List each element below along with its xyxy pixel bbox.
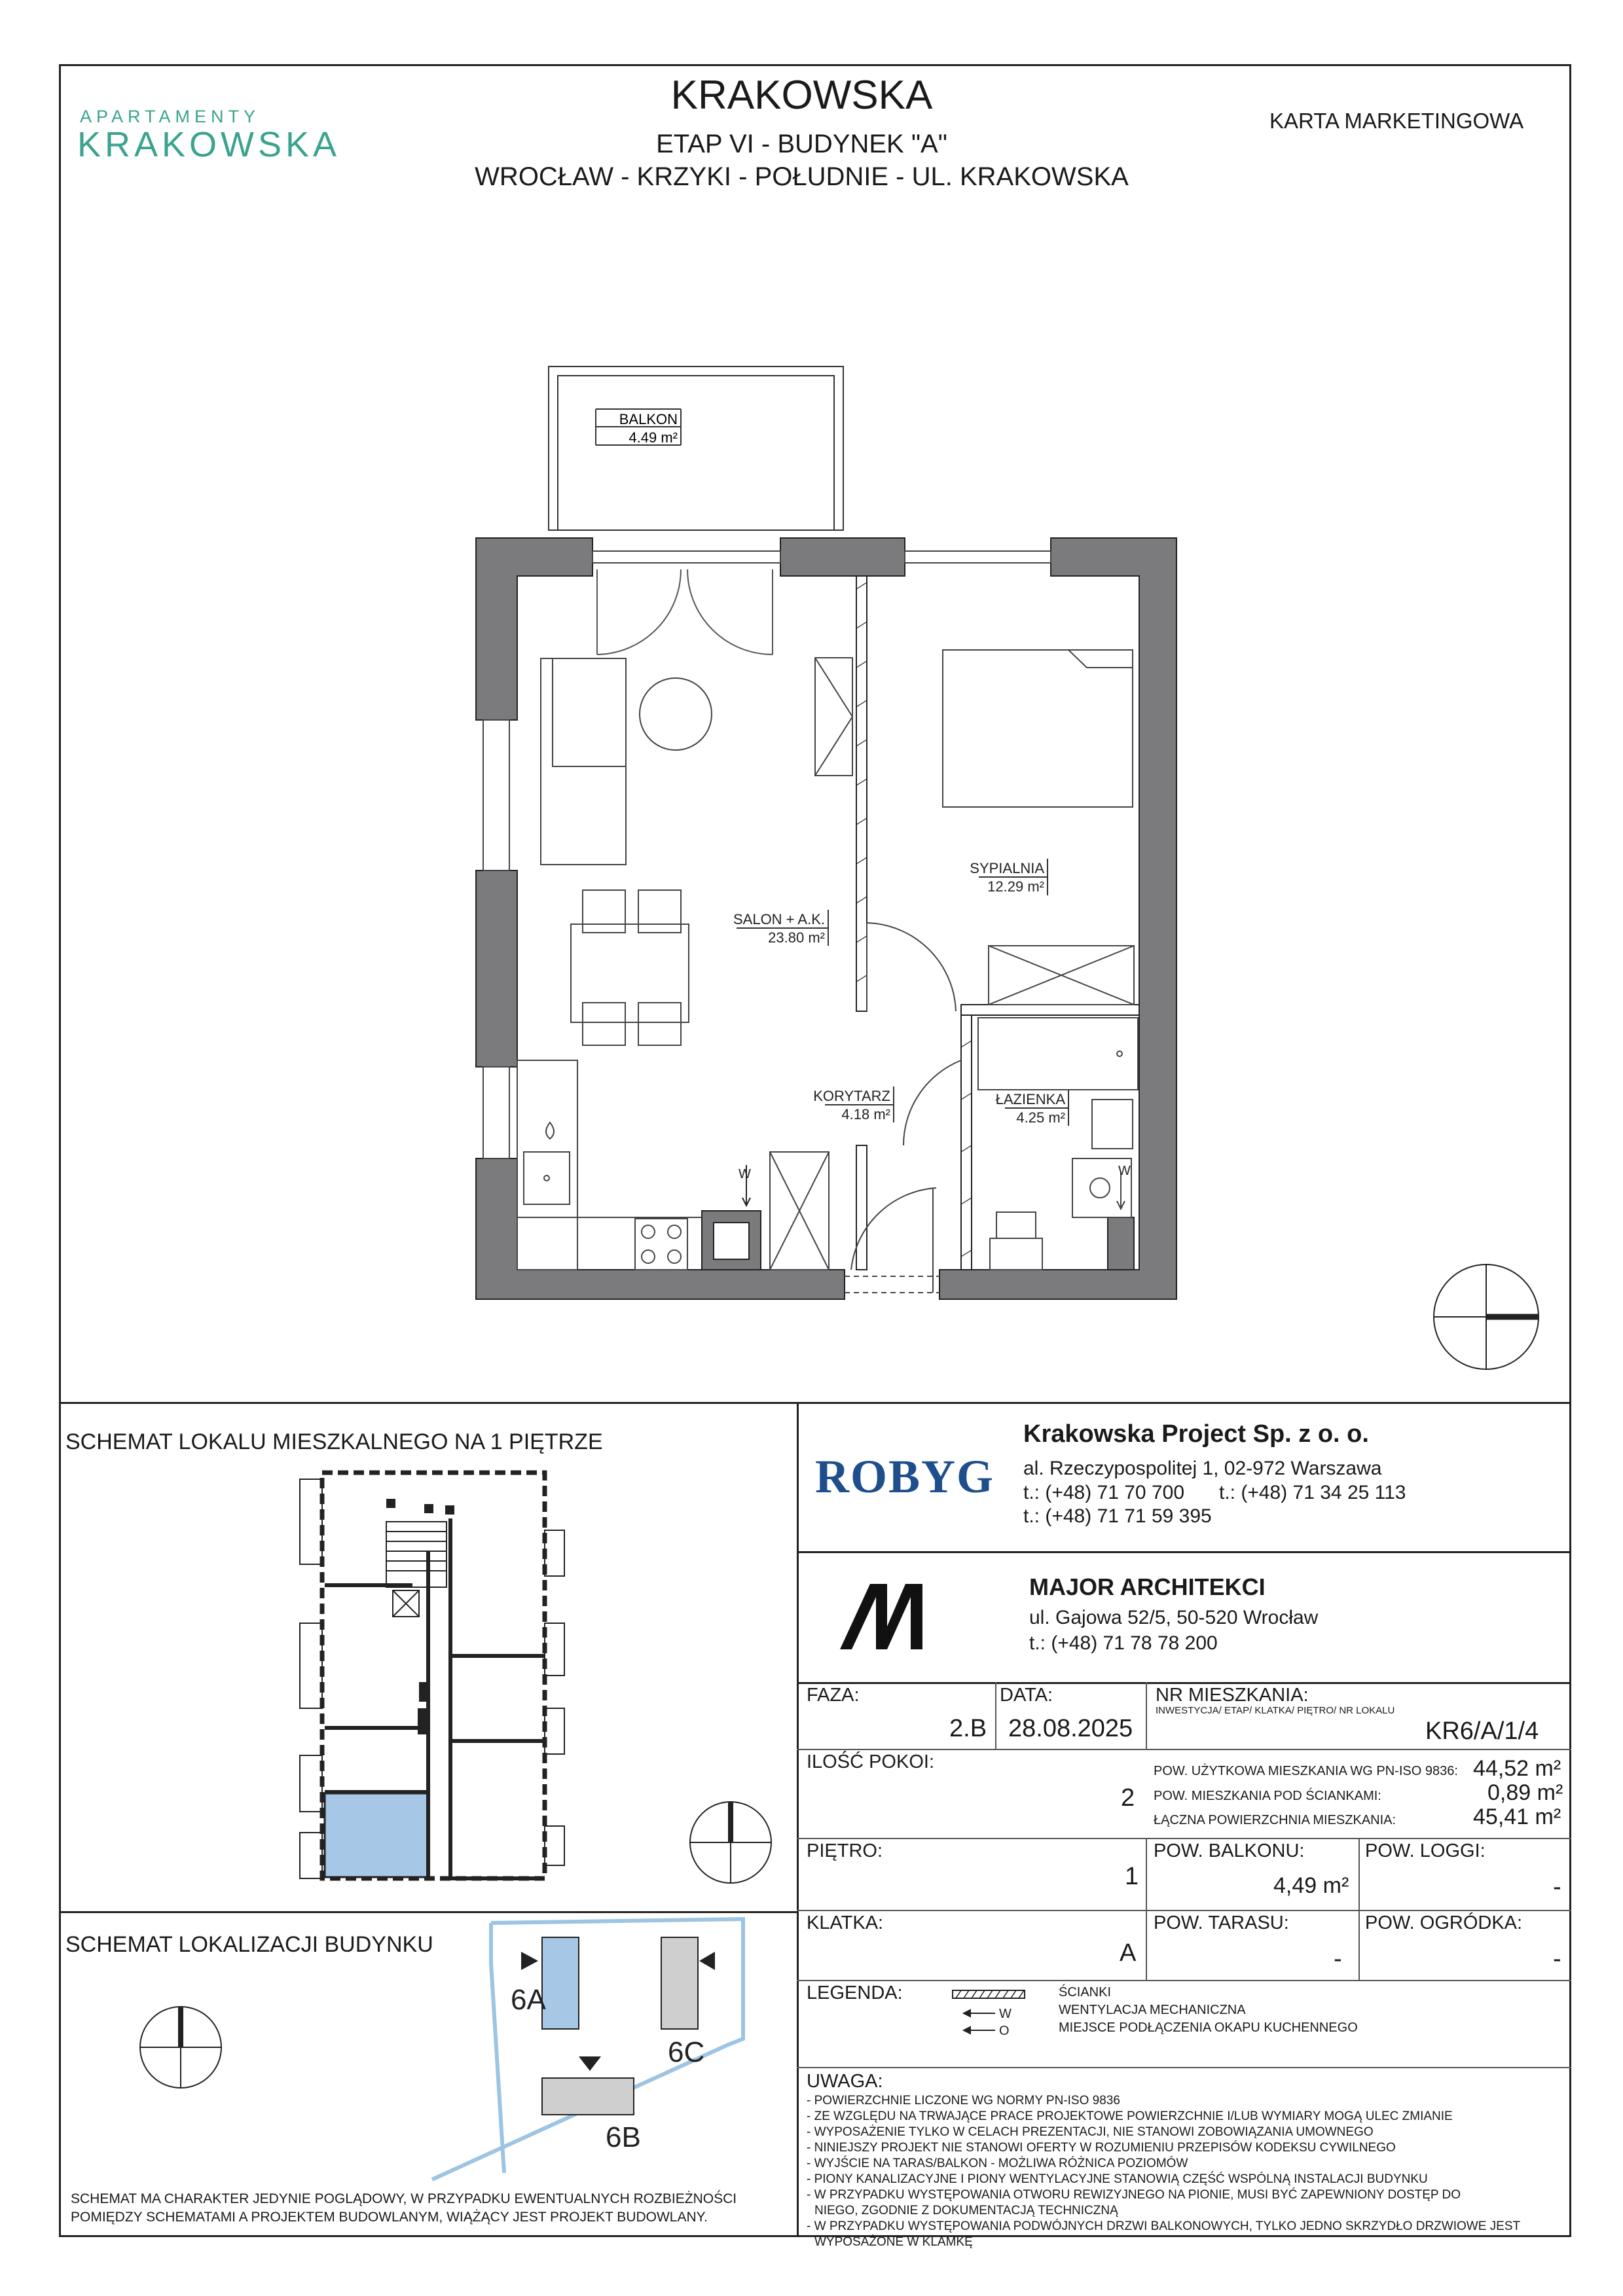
living-furniture — [541, 658, 852, 1045]
logo-top: APARTAMENTY — [80, 107, 261, 126]
ventilation-arrow-icon — [964, 2010, 995, 2034]
developer-phone-2: t.: (+48) 71 34 25 113 — [1219, 1482, 1406, 1503]
floor-schema — [288, 1460, 786, 1905]
architect-address: ul. Gajowa 52/5, 50-520 Wrocław — [1029, 1607, 1319, 1628]
major-architekci-logo — [840, 1581, 945, 1653]
divider-main — [59, 1402, 1571, 1404]
bedroom-name: SYPIALNIA — [970, 860, 1044, 876]
loggia-value: - — [1553, 1873, 1561, 1901]
legend-item-walls: ŚCIANKI — [1059, 1985, 1112, 2000]
divider-arch — [797, 1682, 1571, 1684]
note-line: - W PRZYPADKU WYSTĘPOWANIA OTWORU REWIZYJNEGO NA PIONIE, MUSI BYĆ ZAPEWNIONY DOSTĘP DO — [807, 2188, 1461, 2202]
note-line: - NINIEJSZY PROJEKT NIE STANOWI OFERTY W ROZUMIENIU PRZEPISÓW KODEKSU CYWILNEGO — [807, 2141, 1396, 2155]
loggia-label: POW. LOGGI: — [1365, 1840, 1486, 1861]
architect-name: MAJOR ARCHITEKCI — [1029, 1573, 1266, 1600]
pow-uzyt-value: 44,52 m² — [1473, 1756, 1561, 1781]
bathroom-label — [996, 1090, 1068, 1126]
vent-w-bath: W — [1118, 1164, 1131, 1178]
location-schema — [124, 1911, 799, 2186]
kitchen — [517, 1060, 702, 1270]
note-line: - WYPOSAŻENIE TYLKO W CELACH PREZENTACJI, NIE STANOWI ZOBOWIĄZANIA UMOWNEGO — [807, 2125, 1374, 2139]
robyg-logo: ROBYG — [815, 1450, 995, 1503]
developer-phone-1: t.: (+48) 71 70 700 — [1023, 1482, 1185, 1503]
disclaimer-1: SCHEMAT MA CHARAKTER JEDYNIE POGLĄDOWY, W PRZYPADKU EWENTUALNYCH ROZBIEŻNOŚCI — [71, 2191, 737, 2206]
pow-laczna-label: ŁĄCZNA POWIERZCHNIA MIESZKANIA: — [1154, 1813, 1396, 1827]
header-address: WROCŁAW - KRZYKI - POŁUDNIE - UL. KRAKOWSKA — [475, 162, 1129, 191]
divider-r1 — [797, 1749, 1571, 1750]
bedroom-label — [970, 859, 1048, 895]
header-stage: ETAP VI - BUDYNEK "A" — [656, 130, 947, 158]
pow-uzyt-label: POW. UŻYTKOWA MIESZKANIA WG PN-ISO 9836: — [1154, 1764, 1458, 1778]
data-value: 28.08.2025 — [1008, 1715, 1133, 1742]
note-line: - ZE WZGLĘDU NA TRWAJĄCE PRACE PROJEKTOWE POWIERZCHNIE I/LUB WYMIARY MOGĄ ULEC ZMIANIE — [807, 2109, 1453, 2123]
pietro-value: 1 — [1125, 1863, 1139, 1890]
legend-title: LEGENDA: — [807, 1982, 903, 2003]
highlighted-apartment — [325, 1793, 428, 1877]
label-6c: 6C — [668, 2036, 705, 2068]
pokoje-label: ILOŚĆ POKOI: — [807, 1751, 934, 1772]
divider-dev — [797, 1551, 1571, 1553]
developer-phone-3: t.: (+48) 71 71 59 395 — [1023, 1505, 1212, 1527]
vent-symbol — [739, 1165, 751, 1206]
klatka-value: A — [1120, 1939, 1137, 1967]
note-line: - POWIERZCHNIE LICZONE WG NORMY PN-ISO 9836 — [807, 2094, 1120, 2108]
pow-laczna-value: 45,41 m² — [1473, 1804, 1561, 1829]
balcony — [549, 367, 843, 530]
pow-scianki-value: 0,89 m² — [1487, 1780, 1563, 1805]
taras-label: POW. TARASU: — [1154, 1912, 1289, 1933]
balcony-area: 4.49 m² — [629, 429, 678, 446]
note-line: - WYJŚCIE NA TARAS/BALKON - MOŻLIWA RÓŻNICA POZIOMÓW — [807, 2157, 1188, 2170]
bathroom-area: 4.25 m² — [1016, 1109, 1065, 1126]
page-title: KRAKOWSKA — [670, 73, 933, 118]
note-line: WYPOSAŻONE W KLAMKĘ — [814, 2235, 973, 2249]
nr-sublabel: INWESTYCJA/ ETAP/ KLATKA/ PIĘTRO/ NR LOKALU — [1156, 1705, 1395, 1716]
legend-symbols — [949, 1987, 1067, 2053]
legend-symbol-w: W — [999, 2007, 1012, 2021]
architect-phone: t.: (+48) 71 78 78 200 — [1029, 1632, 1218, 1654]
corridor-label — [813, 1086, 894, 1122]
building-6a — [542, 1937, 579, 2029]
balcony-door — [597, 569, 773, 655]
location-schema-title: SCHEMAT LOKALIZACJI BUDYNKU — [65, 1932, 433, 1957]
corridor-area: 4.18 m² — [841, 1106, 890, 1122]
divider-c2 — [1146, 1682, 1147, 1749]
note-line: NIEGO, ZGODNIE Z DOKUMENTACJĄ TECHNICZNĄ — [814, 2204, 1118, 2217]
north-arrow-icon — [1434, 1265, 1539, 1369]
taras-value: - — [1334, 1945, 1342, 1973]
vent-w-kitchen: W — [739, 1167, 751, 1181]
note-line: - PIONY KANALIZACYJNE I PIONY WENTYLACYJNE STANOWIĄ CZĘŚĆ WSPÓLNĄ INSTALACJI BUDYNKU — [807, 2172, 1428, 2186]
bathroom-name: ŁAZIENKA — [995, 1091, 1065, 1107]
living-area: 23.80 m² — [768, 929, 825, 946]
doc-type: KARTA MARKETINGOWA — [1269, 109, 1524, 133]
floor-schema-title: SCHEMAT LOKALU MIESZKALNEGO NA 1 PIĘTRZE — [65, 1429, 603, 1454]
shafts — [702, 1211, 1134, 1270]
divider-r2 — [797, 1838, 1571, 1839]
location-north-icon — [140, 2007, 221, 2088]
living-name: SALON + A.K. — [733, 911, 825, 927]
disclaimer-2: POMIĘDZY SCHEMATAMI A PROJEKTEM BUDOWLANYM, WIĄŻĄCY JEST PROJEKT BUDOWLANY. — [71, 2210, 708, 2225]
wall-hatch — [856, 583, 972, 1257]
balcony-label — [596, 409, 681, 446]
divider-r5 — [797, 2067, 1571, 2068]
nr-value: KR6/A/1/4 — [1425, 1717, 1539, 1745]
pow-scianki-label: POW. MIESZKANIA POD ŚCIANKAMI: — [1154, 1789, 1381, 1803]
corridor-name: KORYTARZ — [813, 1088, 890, 1104]
living-label — [733, 910, 828, 946]
faza-label: FAZA: — [807, 1685, 860, 1706]
balkon-value: 4,49 m² — [1273, 1873, 1349, 1898]
building-6c — [661, 1937, 698, 2029]
divider-c1 — [995, 1682, 996, 1749]
nr-label: NR MIESZKANIA: — [1156, 1685, 1309, 1706]
data-label: DATA: — [1000, 1685, 1053, 1706]
label-6a: 6A — [511, 1984, 546, 2016]
developer-address: al. Rzeczypospolitej 1, 02-972 Warszawa — [1023, 1458, 1382, 1479]
legend-symbol-o: O — [999, 2024, 1010, 2038]
faza-value: 2.B — [949, 1715, 987, 1742]
bedroom-furniture — [943, 650, 1134, 1005]
label-6b: 6B — [606, 2121, 641, 2153]
ogrodek-value: - — [1553, 1945, 1561, 1973]
building-6b — [542, 2078, 634, 2115]
schema-north-icon — [690, 1802, 771, 1883]
notes-list — [807, 2093, 1520, 2250]
balcony-name: BALKON — [619, 411, 678, 427]
partition-walls — [856, 576, 1139, 1270]
developer-name: Krakowska Project Sp. z o. o. — [1023, 1420, 1369, 1448]
ogrodek-label: POW. OGRÓDKA: — [1365, 1912, 1523, 1933]
legend-item-hood: MIEJSCE PODŁĄCZENIA OKAPU KUCHENNEGO — [1059, 2020, 1358, 2035]
pietro-label: PIĘTRO: — [807, 1840, 883, 1861]
notes-title: UWAGA: — [807, 2071, 883, 2092]
divider-c4 — [1359, 1838, 1360, 1980]
logo-main: KRAKOWSKA — [77, 125, 341, 164]
note-line: - W PRZYPADKU WYSTĘPOWANIA PODWÓJNYCH DRZWI BALKONOWYCH, TYLKO JEDNO SKRZYDŁO DRZWIOWE JEST — [807, 2219, 1521, 2233]
divider-r3 — [797, 1910, 1571, 1911]
divider-c3 — [1146, 1838, 1147, 1980]
divider-r4 — [797, 1980, 1571, 1981]
bedroom-area: 12.29 m² — [987, 878, 1044, 895]
legend-item-ventilation: WENTYLACJA MECHANICZNA — [1059, 2003, 1246, 2017]
pokoje-value: 2 — [1121, 1784, 1135, 1812]
balkon-label: POW. BALKONU: — [1154, 1840, 1305, 1861]
klatka-label: KLATKA: — [807, 1912, 884, 1933]
